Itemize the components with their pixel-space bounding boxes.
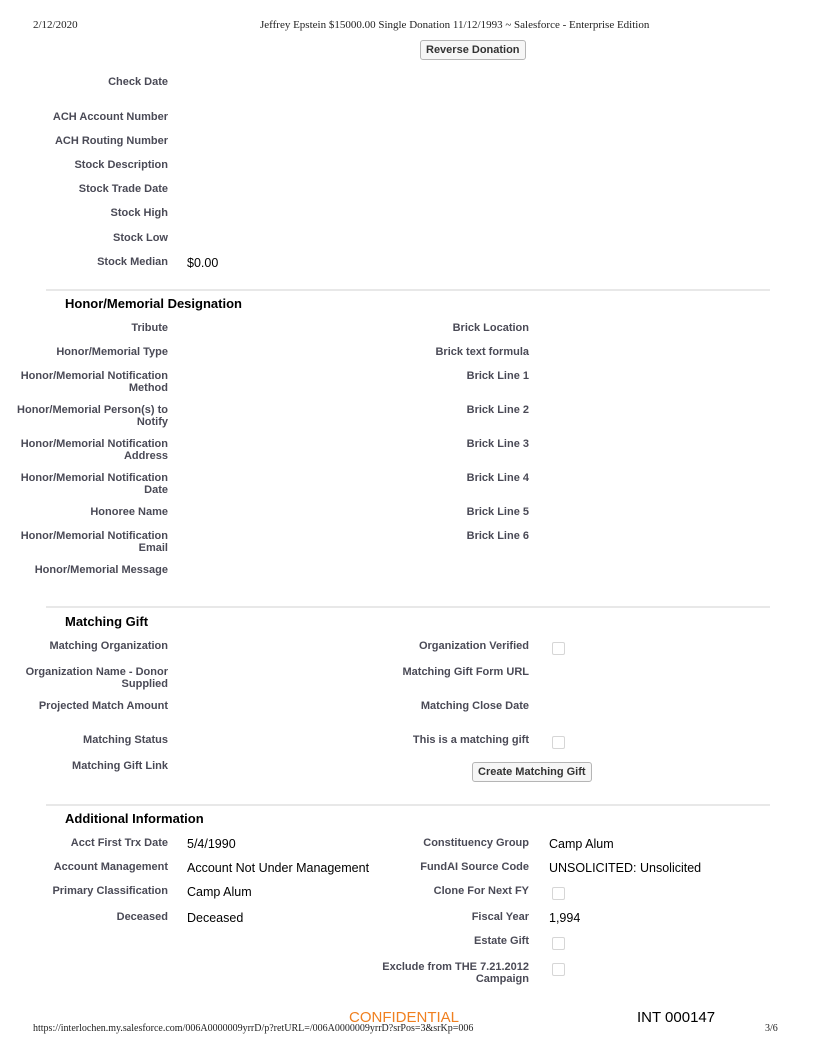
matching-status-label: Matching Status [83,734,168,746]
honor-persons-to-notify-label: Honor/Memorial Person(s) to Notify [17,404,168,428]
deceased-value: Deceased [187,911,244,925]
fundai-source-code-value: UNSOLICITED: Unsolicited [549,861,702,875]
bates-number: INT 000147 [637,1009,716,1026]
matching-section-title: Matching Gift [65,614,149,629]
matching-gift-link-label: Matching Gift Link [72,760,168,772]
exclude-campaign-checkbox[interactable] [552,963,565,976]
matching-organization-label: Matching Organization [49,640,168,652]
projected-match-amount-label: Projected Match Amount [38,700,168,712]
fiscal-year-label: Fiscal Year [471,911,529,923]
page-number: 3/6 [765,1023,778,1034]
brick-line-3-label: Brick Line 3 [466,438,529,450]
brick-location-label: Brick Location [452,322,529,334]
print-date: 2/12/2020 [33,19,78,31]
constituency-group-label: Constituency Group [423,837,529,849]
organization-verified-label: Organization Verified [418,640,529,652]
print-url: https://interlochen.my.salesforce.com/006A0000009yrrD/p?retURL=/006A0000009yrrD?srPos=3&srKp=006 [33,1023,474,1034]
fiscal-year-value: 1,994 [549,911,581,925]
brick-line-2-label: Brick Line 2 [466,404,529,416]
primary-classification-label: Primary Classification [52,885,168,897]
tribute-label: Tribute [131,322,168,334]
ach-account-number-label: ACH Account Number [52,111,168,123]
is-matching-gift-checkbox[interactable] [552,736,565,749]
create-matching-gift-button[interactable]: Create Matching Gift [472,762,592,782]
matching-gift-form-url-label: Matching Gift Form URL [402,666,529,678]
reverse-donation-button[interactable]: Reverse Donation [420,40,526,60]
acct-first-trx-date-value: 5/4/1990 [187,837,236,851]
brick-text-formula-label: Brick text formula [435,346,529,358]
section-divider [46,289,770,291]
stock-description-label: Stock Description [74,159,168,171]
honor-message-label: Honor/Memorial Message [34,564,168,576]
estate-gift-checkbox[interactable] [552,937,565,950]
print-title: Jeffrey Epstein $15000.00 Single Donation 11/12/1993 ~ Salesforce - Enterprise Edition [260,19,650,31]
honoree-name-label: Honoree Name [90,506,168,518]
section-divider [46,804,770,806]
brick-line-6-label: Brick Line 6 [466,530,529,542]
confidential-stamp: CONFIDENTIAL [349,1009,460,1026]
primary-classification-value: Camp Alum [187,885,252,899]
acct-first-trx-date-label: Acct First Trx Date [70,837,168,849]
honor-notification-email-label: Honor/Memorial Notification Email [20,530,168,554]
organization-verified-checkbox[interactable] [552,642,565,655]
brick-line-4-label: Brick Line 4 [466,472,529,484]
estate-gift-label: Estate Gift [473,935,529,947]
deceased-label: Deceased [116,911,168,923]
ach-routing-number-label: ACH Routing Number [54,135,168,147]
stock-median-value: $0.00 [187,256,219,270]
organization-name-donor-supplied-label: Organization Name - Donor Supplied [25,666,168,690]
brick-line-1-label: Brick Line 1 [466,370,529,382]
is-matching-gift-label: This is a matching gift [412,734,529,746]
exclude-campaign-label: Exclude from THE 7.21.2012 Campaign [382,961,529,985]
clone-for-next-fy-label: Clone For Next FY [433,885,529,897]
constituency-group-value: Camp Alum [549,837,614,851]
stock-median-label: Stock Median [97,256,168,268]
brick-line-5-label: Brick Line 5 [466,506,529,518]
clone-for-next-fy-checkbox[interactable] [552,887,565,900]
honor-section-title: Honor/Memorial Designation [65,296,242,311]
additional-section-title: Additional Information [65,811,204,826]
honor-notification-method-label: Honor/Memorial Notification Method [20,370,168,394]
stock-trade-date-label: Stock Trade Date [78,183,168,195]
honor-type-label: Honor/Memorial Type [56,346,168,358]
stock-low-label: Stock Low [112,232,168,244]
fundai-source-code-label: FundAI Source Code [420,861,529,873]
account-management-label: Account Management [53,861,168,873]
check-date-label: Check Date [108,76,168,88]
honor-notification-address-label: Honor/Memorial Notification Address [20,438,168,462]
honor-notification-date-label: Honor/Memorial Notification Date [20,472,168,496]
stock-high-label: Stock High [110,207,168,219]
matching-close-date-label: Matching Close Date [420,700,529,712]
account-management-value: Account Not Under Management [187,861,370,875]
section-divider [46,606,770,608]
